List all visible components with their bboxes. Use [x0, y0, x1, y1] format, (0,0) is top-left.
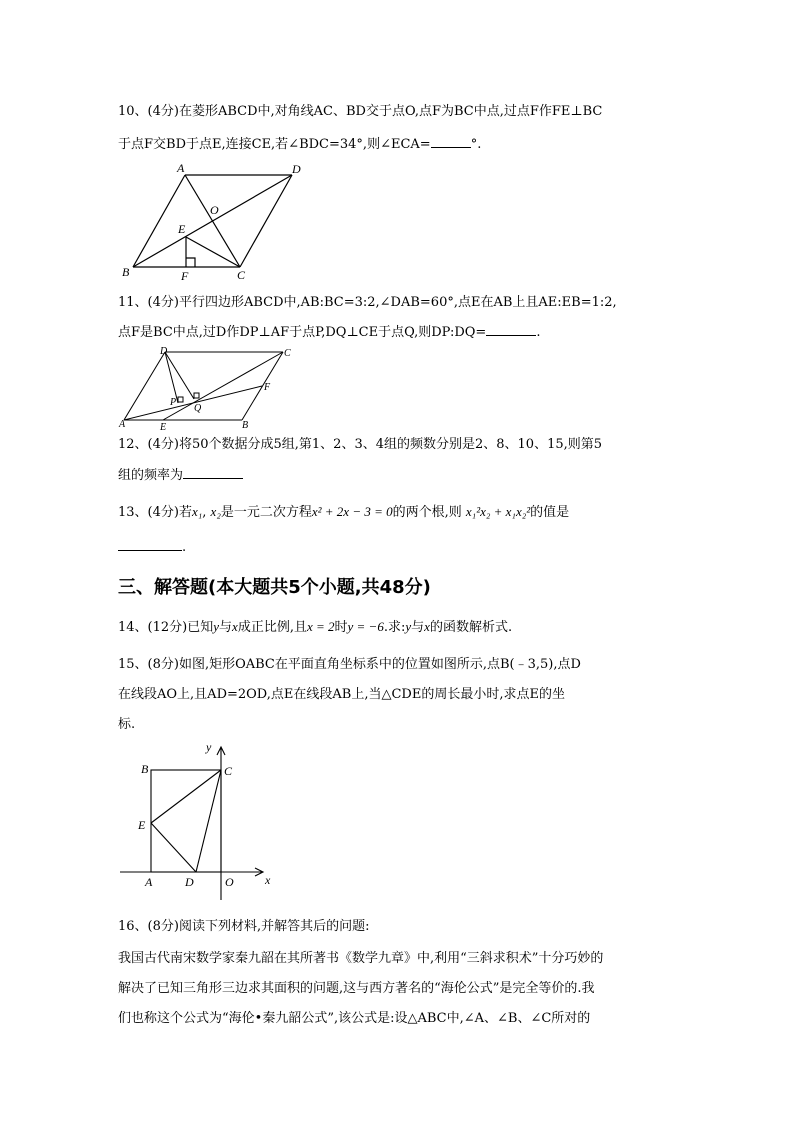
q14-text-7: 的函数解析式.: [429, 620, 513, 635]
q14-y: y: [213, 619, 220, 634]
q14-text-5: .求:: [383, 620, 406, 635]
q10-label-d: D: [292, 162, 301, 176]
q14-condition-y: y = −6: [347, 619, 384, 634]
q14-text-4: 时: [334, 620, 348, 635]
q10-label-b: B: [122, 265, 130, 279]
q14-text-3: 成正比例,且: [237, 620, 307, 635]
q10-line1: 10、(4分)在菱形ABCD中,对角线AC、BD交于点O,点F为BC中点,过点F作FE⊥BC: [118, 104, 603, 119]
q10-label-e: E: [178, 222, 186, 236]
q13-text-4: 的两个根,则: [392, 505, 462, 520]
q15-label-e: E: [138, 818, 146, 832]
q14-x-2: x: [424, 619, 430, 634]
q13-text-1: 13、(4分)若: [118, 505, 192, 520]
q11-label-a: A: [119, 419, 126, 430]
q12-line2-text: 组的频率为: [118, 468, 184, 483]
q13-x1: x₁: [191, 504, 203, 519]
q11-label-b: B: [242, 420, 249, 431]
q15-label-x: x: [265, 873, 271, 887]
q15-label-c: C: [224, 764, 233, 778]
q10-label-o: O: [210, 203, 219, 217]
q10-line2-text: 于点F交BD于点E,连接CE,若∠BDC=34°,则∠ECA=: [118, 137, 431, 152]
q13-end: .: [182, 540, 187, 555]
q13-x2: x₂: [210, 504, 221, 519]
q13-expression: x₁²x₂ + x₁x₂²: [465, 504, 531, 519]
q16-line2: 我国古代南宋数学家秦九韶在其所著书《数学九章》中,利用“三斜求积术”十分巧妙的: [118, 951, 604, 966]
q14-x: x: [232, 619, 238, 634]
q10-label-f: F: [181, 269, 189, 283]
q15-segment-dc: [196, 770, 221, 872]
q14-condition-x: x = 2: [306, 619, 335, 634]
q13-equation: x² + 2x − 3 = 0: [311, 504, 393, 519]
q15-line3: 标.: [118, 717, 136, 732]
q10-line2-end: °.: [470, 137, 482, 152]
q15-segment-ed: [151, 823, 196, 872]
q15-label-a: A: [145, 875, 153, 889]
q10-label-c: C: [237, 268, 246, 282]
q16-line3: 解决了已知三角形三边求其面积的问题,这与西方著名的“海伦公式”是完全等价的.我: [118, 981, 595, 996]
q11-label-q: Q: [194, 403, 202, 414]
q11-line2-text: 点F是BC中点,过D作DP⊥AF于点P,DQ⊥CE于点Q,则DP:DQ=: [118, 325, 487, 340]
q11-label-p: P: [170, 397, 177, 408]
q11-line1: 11、(4分)平行四边形ABCD中,AB:BC=3:2,∠DAB=60°,点E在AB上且AE:EB=1:2,: [118, 295, 617, 310]
q15-line2: 在线段AO上,且AD=2OD,点E在线段AB上,当△CDE的周长最小时,求点E的坐: [118, 687, 565, 702]
q13-text-5: 的值是: [530, 505, 570, 520]
q15-label-d: D: [185, 875, 194, 889]
q11-line2-end: .: [536, 325, 541, 340]
q15-label-b: B: [141, 762, 149, 776]
q13-text-2: ,: [202, 505, 207, 520]
q13-text-3: 是一元二次方程: [220, 505, 312, 520]
q11-label-e: E: [160, 422, 167, 433]
q14-text-1: 14、(12分)已知: [118, 620, 214, 635]
section-3-heading: 三、解答题(本大题共5个小题,共48分): [118, 577, 431, 598]
q16-line4: 们也称这个公式为“海伦•秦九韶公式”,该公式是:设△ABC中,∠A、∠B、∠C所对的: [118, 1011, 591, 1026]
q11-label-c: C: [284, 348, 291, 359]
q16-line1: 16、(8分)阅读下列材料,并解答其后的问题:: [118, 919, 370, 934]
q14-text-2: 与: [219, 620, 233, 635]
q11-label-d: D: [160, 346, 168, 357]
q11-label-f: F: [264, 382, 271, 393]
q12-line1: 12、(4分)将50个数据分成5组,第1、2、3、4组的频数分别是2、8、10、15,则第5: [118, 437, 603, 452]
q15-label-y: y: [206, 740, 212, 754]
q15-line1: 15、(8分)如图,矩形OABC在平面直角坐标系中的位置如图所示,点B(﹣3,5),点D: [118, 657, 581, 672]
q15-label-o: O: [225, 875, 234, 889]
q14-text-6: 与: [411, 620, 425, 635]
q15-rectangle-oabc: [151, 770, 221, 872]
q10-label-a: A: [177, 161, 185, 175]
q14-y-2: y: [405, 619, 412, 634]
